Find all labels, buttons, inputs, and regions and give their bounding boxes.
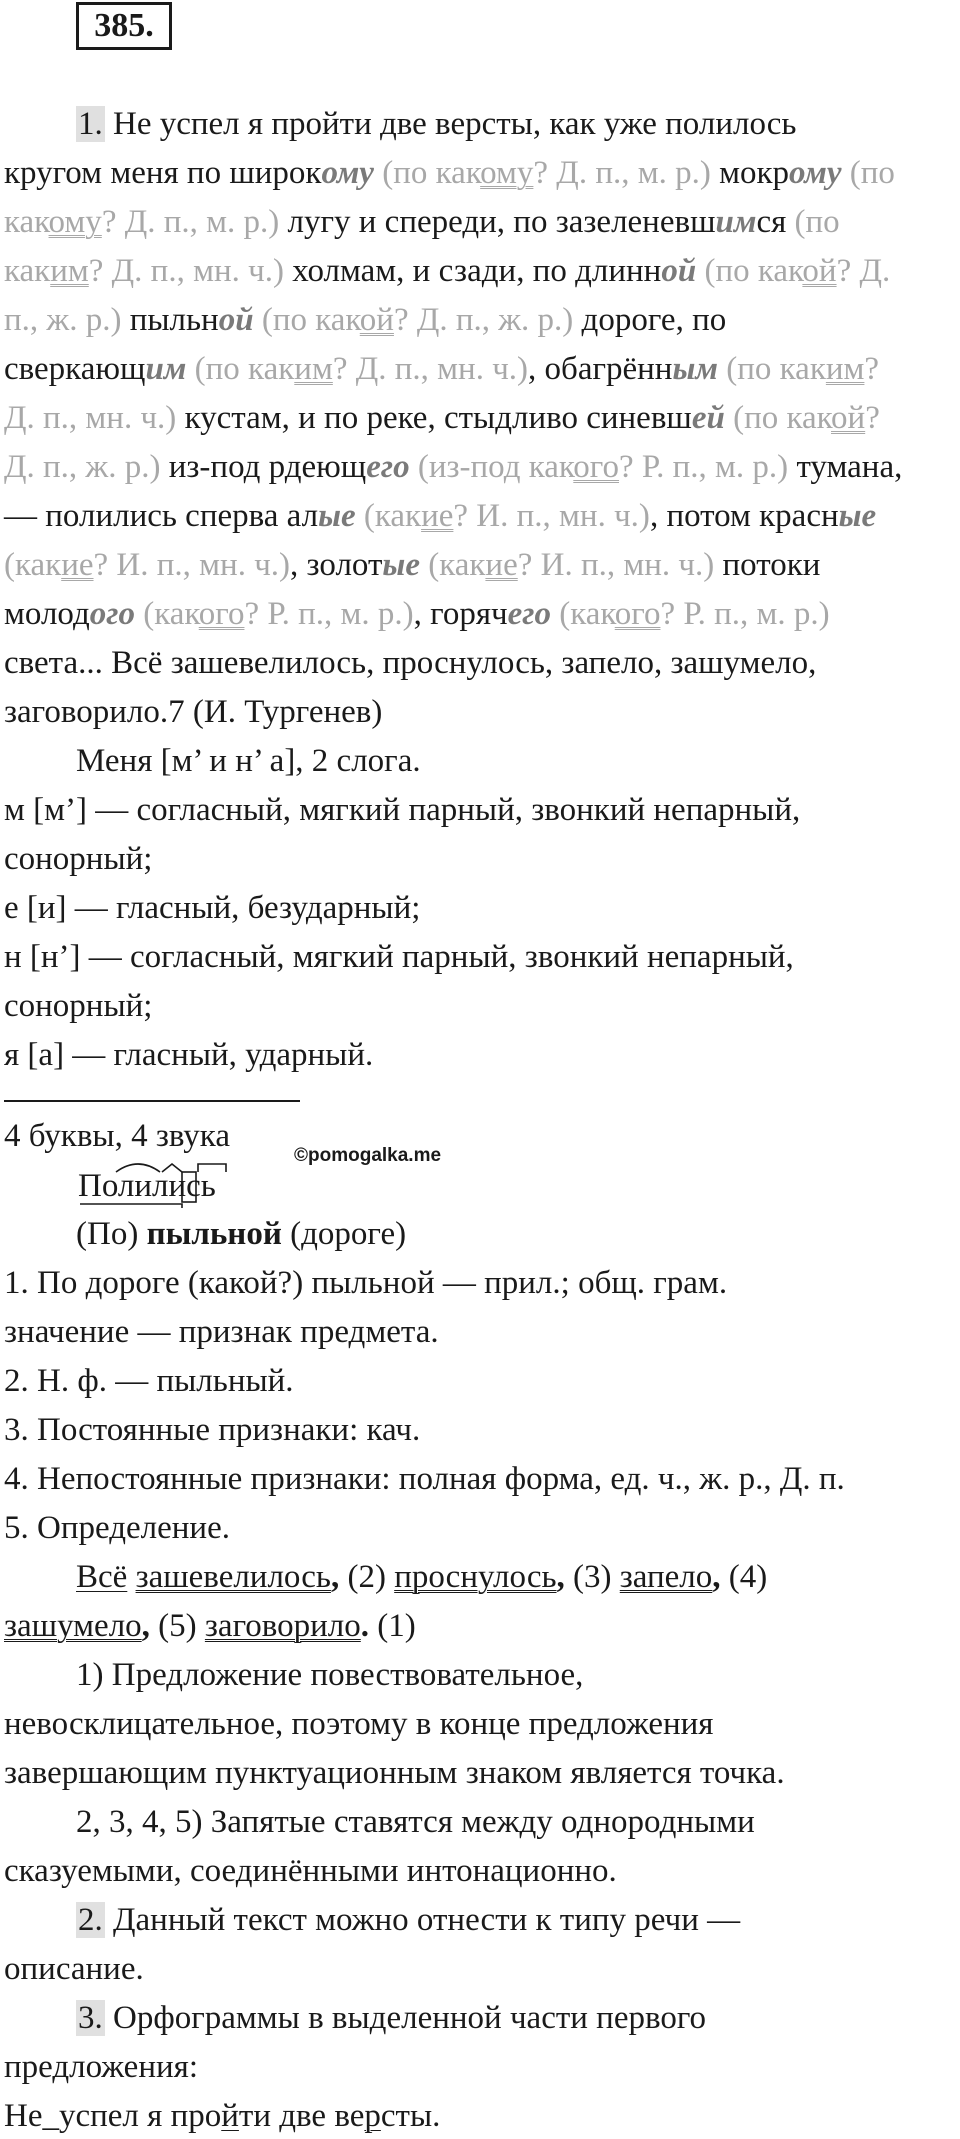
text-span: (по как xyxy=(718,351,826,387)
text-span: 1. xyxy=(78,106,103,142)
text-span: ого xyxy=(573,449,620,485)
text-span: ой xyxy=(661,253,697,289)
text-line xyxy=(4,1263,727,1303)
text-span: ? Р. п., м. р.) xyxy=(244,596,414,632)
text-line xyxy=(76,1655,583,1695)
text-span: 1) Предложение повествовательное, xyxy=(76,1657,584,1693)
text-span: ? Р. п., м. р.) xyxy=(619,449,789,485)
text-line xyxy=(4,1606,416,1646)
text-span: , золот xyxy=(290,547,383,583)
text-span: (По) xyxy=(76,1216,147,1252)
text-span: , потом красн xyxy=(649,498,839,534)
text-span: . xyxy=(360,1608,370,1644)
text-span: ого xyxy=(614,596,661,632)
text-span: Д. п., мн. ч.) xyxy=(4,400,177,436)
text-span: ым xyxy=(672,351,718,387)
text-span: сонорный; xyxy=(4,841,153,877)
text-line xyxy=(4,692,382,732)
text-span: (по как xyxy=(186,351,295,387)
text-line xyxy=(4,202,840,242)
text-span: сты. xyxy=(380,2098,441,2134)
text-line xyxy=(76,1998,706,2038)
text-span: Данный текст можно отнести к типу речи — xyxy=(104,1902,741,1938)
text-span: 2, 3, 4, 5) Запятые ставятся между однородными xyxy=(76,1804,755,1840)
text-span: невосклицательное, поэтому в конце предложения xyxy=(4,1706,714,1742)
morphemic-analysis xyxy=(76,1158,256,1210)
text-span: описание. xyxy=(4,1951,144,1987)
text-span: ? Д. п., ж. р.) xyxy=(393,302,574,338)
text-span: ые xyxy=(382,547,420,583)
text-span: сонорный; xyxy=(4,988,153,1024)
text-span: лугу и спереди, по зазеленевш xyxy=(279,204,716,240)
text-span: ие xyxy=(421,498,454,534)
text-span: Меня [м’ и н’ а], 2 слога. xyxy=(76,743,421,779)
text-line xyxy=(4,1361,294,1401)
text-span: заговорило.7 (И. Тургенев) xyxy=(4,694,383,730)
text-span: как xyxy=(4,253,51,289)
text-line xyxy=(76,1802,755,1842)
text-span: , xyxy=(712,1559,721,1595)
text-line xyxy=(4,153,895,193)
text-span: предложения: xyxy=(4,2049,198,2085)
text-span: ому xyxy=(789,155,842,191)
text-span: Д. п., ж. р.) xyxy=(4,449,161,485)
text-span: его xyxy=(507,596,551,632)
text-span: ? Д. п., мн. ч.) xyxy=(332,351,529,387)
text-line xyxy=(4,2096,440,2136)
text-line xyxy=(76,1557,767,1597)
text-span: дороге, по xyxy=(573,302,727,338)
text-span: (3) xyxy=(564,1559,620,1595)
separator-line xyxy=(4,1100,300,1102)
text-span: ого xyxy=(89,596,135,632)
text-line xyxy=(4,2047,198,2087)
text-span: им xyxy=(294,351,333,387)
text-span: 2. xyxy=(78,1902,103,1938)
text-span xyxy=(127,1559,135,1595)
text-span: ? Д. п., м. р.) xyxy=(533,155,711,191)
text-span: — полились сперва ал xyxy=(4,498,319,534)
text-span: (дороге) xyxy=(281,1216,407,1252)
text-span: его xyxy=(366,449,410,485)
text-span: (2) xyxy=(339,1559,395,1595)
text-span: ? xyxy=(865,400,880,436)
text-span: Не успел я пройти две версты, как уже полилось xyxy=(104,106,797,142)
text-span: ой xyxy=(802,253,837,289)
text-span: зашумело xyxy=(4,1608,142,1644)
text-line xyxy=(4,643,816,683)
text-span: ого xyxy=(198,596,245,632)
text-span: ? Р. п., м. р.) xyxy=(660,596,830,632)
text-span: н [н’] — согласный, мягкий парный, звонкий непарный, xyxy=(4,939,794,975)
text-span: ? Д. п., м. р.) xyxy=(101,204,280,240)
text-line xyxy=(4,594,830,634)
text-span: 1. По дороге (какой?) пыльной — прил.; общ. грам. xyxy=(4,1265,728,1301)
text-span: , xyxy=(141,1608,150,1644)
text-span: как xyxy=(4,204,49,240)
text-span: 3. Постоянные признаки: кач. xyxy=(4,1412,421,1448)
text-span: сверкающ xyxy=(4,351,146,387)
text-span: ? И. п., мн. ч.) xyxy=(93,547,291,583)
text-span: ? Д. xyxy=(836,253,891,289)
text-line xyxy=(4,1851,617,1891)
text-span: кругом меня по широк xyxy=(4,155,322,191)
text-span: Орфограммы в выделенной части первого xyxy=(104,2000,707,2036)
text-line xyxy=(4,1459,845,1499)
text-line xyxy=(4,1035,373,1075)
text-span: (по как xyxy=(253,302,360,338)
text-line xyxy=(4,790,800,830)
text-span: е [и] — гласный, безударный; xyxy=(4,890,421,926)
text-line xyxy=(4,447,902,487)
text-span: (по как xyxy=(373,155,481,191)
text-span: им xyxy=(50,253,89,289)
morphemic-word: Полились xyxy=(78,1168,216,1204)
text-span: (по xyxy=(786,204,840,240)
text-span: (1) xyxy=(369,1608,416,1644)
text-span: , обагрённ xyxy=(528,351,673,387)
text-span: ой xyxy=(831,400,866,436)
text-span: зашевелилось xyxy=(135,1559,331,1595)
text-line xyxy=(76,1900,740,1940)
text-span: р xyxy=(364,2098,381,2134)
text-line xyxy=(4,251,890,291)
text-span: й xyxy=(221,2098,239,2134)
text-span: ому xyxy=(480,155,534,191)
text-span: , горяч xyxy=(413,596,508,632)
text-line xyxy=(4,1410,420,1450)
text-span: мокр xyxy=(710,155,790,191)
text-span: (как xyxy=(4,547,62,583)
text-span: ? xyxy=(864,351,880,387)
text-span: 3. xyxy=(78,2000,103,2036)
text-span: им xyxy=(715,204,757,240)
text-span: , xyxy=(330,1559,340,1595)
text-span: значение — признак предмета. xyxy=(4,1314,439,1350)
text-span: ой xyxy=(359,302,394,338)
text-line xyxy=(4,839,152,879)
text-span: ому xyxy=(48,204,102,240)
text-span: сказуемыми, соединёнными интонационно. xyxy=(4,1853,617,1889)
text-span: кустам, и по реке, стыдливо синевш xyxy=(176,400,692,436)
text-span: (как xyxy=(550,596,615,632)
watermark: ©pomogalka.me xyxy=(294,1145,442,1166)
text-span: потоки xyxy=(714,547,821,583)
text-span: , xyxy=(556,1559,565,1595)
text-line xyxy=(4,1753,785,1793)
text-span: 5. Определение. xyxy=(4,1510,230,1546)
text-span: 4 буквы, 4 звука xyxy=(4,1118,230,1154)
text-span: ся xyxy=(756,204,787,240)
text-span: холмам, и сзади, по длинн xyxy=(283,253,662,289)
text-span: запело xyxy=(619,1559,713,1595)
text-span: (по как xyxy=(724,400,832,436)
text-span: пыльной xyxy=(146,1216,282,1252)
text-span: (как xyxy=(134,596,199,632)
text-span: ому xyxy=(321,155,374,191)
text-span: пыльн xyxy=(121,302,219,338)
text-span: ые xyxy=(838,498,877,534)
text-span: (4) xyxy=(720,1559,768,1595)
text-span: заговорило xyxy=(204,1608,361,1644)
text-span: (по xyxy=(841,155,895,191)
text-span: (как xyxy=(355,498,422,534)
exercise-number: 385. xyxy=(76,2,172,50)
text-span: ей xyxy=(691,400,725,436)
text-span: п., ж. р.) xyxy=(4,302,122,338)
text-line xyxy=(4,1312,439,1352)
text-line xyxy=(4,398,880,438)
text-line xyxy=(4,1704,713,1744)
text-span: молод xyxy=(4,596,90,632)
text-span: им xyxy=(145,351,187,387)
text-span: (5) xyxy=(149,1608,205,1644)
text-span: из-под рдеющ xyxy=(160,449,367,485)
text-span: 4. Непостоянные признаки: полная форма, ед. ч., ж. р., Д. п. xyxy=(4,1461,845,1497)
text-line xyxy=(4,545,820,585)
text-line xyxy=(4,300,726,340)
text-line xyxy=(76,741,421,781)
stem-bracket xyxy=(80,1204,182,1208)
text-line xyxy=(4,349,879,389)
text-line xyxy=(76,104,796,144)
text-line xyxy=(4,1508,230,1548)
text-span: Не_успел я про xyxy=(4,2098,222,2134)
text-span: тумана, xyxy=(788,449,903,485)
text-span: ие xyxy=(61,547,94,583)
text-span: света... Всё зашевелилось, проснулось, запело, зашумело, xyxy=(4,645,817,681)
text-line xyxy=(4,986,152,1026)
text-line xyxy=(4,937,794,977)
text-span: проснулось xyxy=(394,1559,557,1595)
text-span: я [а] — гласный, ударный. xyxy=(4,1037,374,1073)
text-span: Всё xyxy=(76,1559,128,1595)
text-span: ие xyxy=(485,547,518,583)
text-span: им xyxy=(825,351,865,387)
text-line xyxy=(4,1949,144,1989)
text-span: ти две ве xyxy=(238,2098,365,2134)
text-span: ? Д. п., мн. ч.) xyxy=(88,253,284,289)
text-span: м [м’] — согласный, мягкий парный, звонкий непарный, xyxy=(4,792,801,828)
text-span: ? И. п., мн. ч.) xyxy=(517,547,715,583)
text-span: завершающим пунктуационным знаком является точка. xyxy=(4,1755,785,1791)
text-span: (по как xyxy=(696,253,803,289)
text-line xyxy=(4,1116,230,1156)
text-span: (как xyxy=(419,547,486,583)
text-line xyxy=(76,1214,406,1254)
text-line xyxy=(4,496,876,536)
text-span: (из-под как xyxy=(409,449,574,485)
text-span: ? И. п., мн. ч.) xyxy=(453,498,650,534)
text-span: ые xyxy=(318,498,356,534)
text-span: ой xyxy=(218,302,254,338)
text-line xyxy=(4,888,420,928)
text-span: 2. Н. ф. — пыльный. xyxy=(4,1363,294,1399)
